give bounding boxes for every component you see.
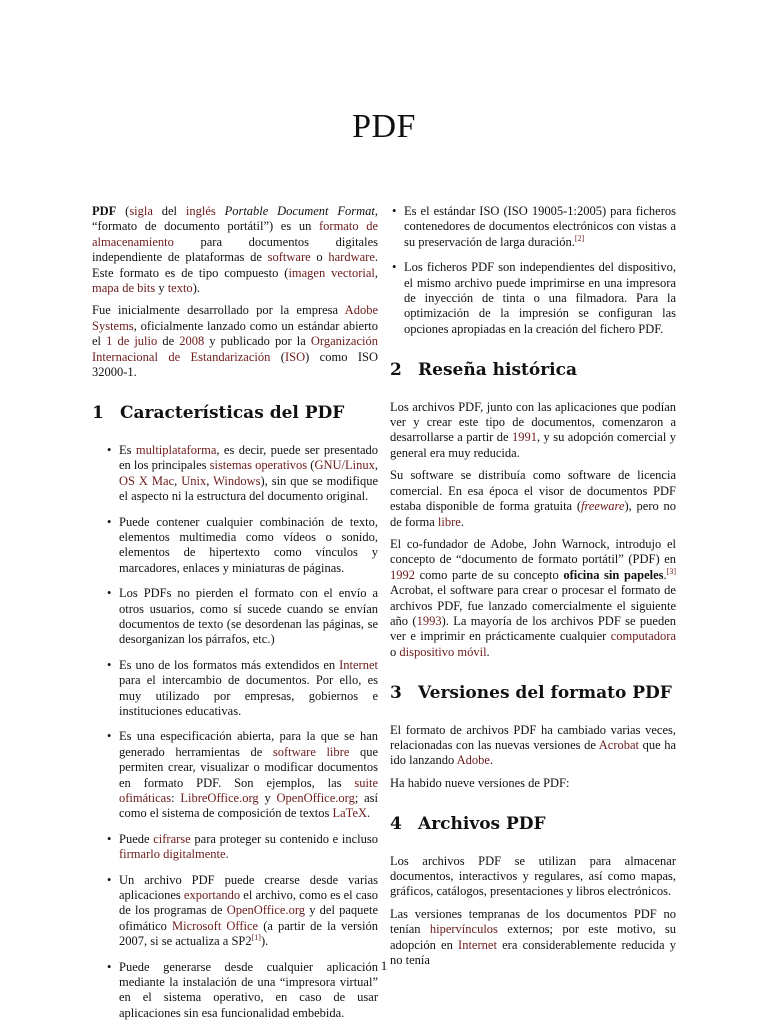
text: y [155,281,168,296]
link-iso[interactable]: ISO [284,349,306,364]
citation-link-1[interactable]: [1] [251,933,261,943]
link-ingles[interactable]: inglés [185,204,216,218]
link-multiplataforma[interactable]: multiplataforma [135,442,217,457]
citation-link-3[interactable]: [3] [666,566,676,576]
bullet-icon: • [107,831,112,846]
list-item [92,586,378,648]
link-firmarlo-digitalmente[interactable]: firmarlo digitalmente [119,847,226,862]
features-list [92,443,378,1021]
text: . [367,806,371,821]
text: ( [116,204,130,218]
link-unix[interactable]: Unix [181,473,207,488]
section-number: 3 [390,683,402,704]
text: Los archivos PDF se utilizan para almacenar documentos, interactivos y regulares, así como mapas, gráficos, catálogos, presentaciones y libros electrónicos. [390,853,676,899]
link-computadora[interactable]: computadora [610,629,676,644]
list-item [92,873,378,950]
text: , es decir, puede ser presentado en los principales [119,442,378,473]
text: , [374,458,379,473]
text: y del paquete ofimático [119,903,378,933]
section-number: 2 [390,360,402,381]
text: Un archivo PDF puede crearse desde varias aplicaciones [119,872,378,903]
text: El co-fundador de Adobe, John Warnock, introdujo el concepto de “documento de formato portátil” (PDF) en [390,536,676,567]
text: , oficialmente lanzado como un estándar abierto el [92,318,378,349]
text: : [171,791,181,805]
section-title: Características del PDF [120,403,345,424]
section-title: Versiones del formato PDF [418,683,672,704]
page-number: 1 [380,958,388,973]
link-dispositivo-movil[interactable]: dispositivo móvil [399,644,487,659]
link-software[interactable]: software [267,250,311,265]
bullet-icon: • [107,657,112,672]
bullet-icon: • [392,260,397,275]
text: de [157,334,180,349]
link-mapa-de-bits[interactable]: mapa de bits [92,281,156,296]
history-paragraph-2 [390,468,676,530]
files-paragraph-1 [390,854,676,900]
list-item [92,443,378,505]
list-item [92,729,378,821]
text: Es uno de los formatos más extendidos en [119,657,340,672]
link-latex[interactable]: LaTeX [332,806,368,821]
list-item [390,204,676,250]
text: Los ficheros PDF son independientes del dispositivo, el mismo archivo puede imprimirse en una impresora de inyección de tinta o una filmadora. Para la optimización de la impresión se configuran las opciones apropiadas en la creación del fichero PDF. [404,260,676,336]
text: ( [270,349,285,364]
text: para proteger su contenido e incluso [190,831,378,846]
link-windows[interactable]: Windows [213,473,261,488]
text: ) como ISO 32000-1. [92,349,378,380]
link-1-de-julio[interactable]: 1 de julio [106,334,158,349]
text: y [258,791,277,805]
text: . [663,567,667,582]
text: o [390,644,400,659]
text: Puede generarse desde cualquier aplicación mediante la instalación de una “impresora virtual” en el sistema operativo, en caso de usar aplicaciones sin esa funcionalidad embebida. [119,959,378,1020]
list-item [92,658,378,720]
link-adobe[interactable]: Adobe [456,753,490,768]
text: para documentos digitales independiente de plataformas de [92,234,378,265]
text: Puede contener cualquier combinación de texto, elementos multimedia como vídeos o sonido, elementos de hipertexto como vínculos y marcadores, enlaces y miniaturas de páginas. [119,514,378,575]
text: Ha habido nueve versiones de PDF: [390,775,570,790]
list-item [92,515,378,577]
link-microsoft-office[interactable]: Microsoft Office [172,918,259,933]
link-sigla[interactable]: sigla [129,204,153,218]
text: . Este formato es de tipo compuesto ( [92,250,378,280]
text: , [174,473,182,488]
text: y publicado por la [204,334,311,349]
link-1992[interactable]: 1992 [390,567,415,582]
link-libreoffice[interactable]: LibreOffice.org [180,791,259,805]
term-pdf: PDF [92,204,117,218]
text: ; así como el sistema de composición de textos [119,791,378,821]
term-portable-document-format: Portable Document Format [224,204,375,218]
history-paragraph-1 [390,400,676,462]
text: ). [192,281,200,296]
bullet-icon: • [107,872,112,887]
bullet-icon: • [107,729,112,744]
link-internet[interactable]: Internet [339,657,378,672]
text: . [489,753,494,768]
link-imagen-vectorial[interactable]: imagen vectorial [288,265,375,280]
link-hardware[interactable]: hardware [328,250,375,265]
text: ), pero no de forma [390,499,676,529]
text: externos; por este motivo, su adopción en [390,922,677,952]
section-number: 4 [390,814,402,835]
text: El formato de archivos PDF ha cambiado varias veces, relacionadas con las nuevas versiones de [390,722,676,752]
page-title: PDF [352,108,416,145]
text: . [486,644,490,659]
link-openoffice[interactable]: OpenOffice.org [276,791,355,805]
bullet-icon: • [107,442,112,457]
link-freeware[interactable]: freeware [581,499,625,514]
text: o [310,250,329,265]
text: Fue inicialmente desarrollado por la empresa [92,303,345,318]
text: , y su adopción comercial y general era muy reducida. [390,430,676,460]
section-title: Reseña histórica [418,360,577,381]
text: como parte de su concepto [415,567,564,582]
link-acrobat[interactable]: Acrobat [598,737,640,752]
text: ), sin que se modifique el aspecto ni la estructura del documento original. [119,473,379,504]
link-os-x-mac[interactable]: OS X Mac [119,473,175,488]
text: . [225,847,229,862]
link-texto[interactable]: texto [167,281,193,296]
list-item [92,832,378,863]
section-heading-caracteristicas [92,403,378,424]
link-organizacion-iso[interactable]: Organización Internacional de Estandarización [92,334,378,364]
left-column [92,204,378,1031]
section-heading-resena [390,360,676,381]
link-2008[interactable]: 2008 [179,334,205,349]
text: Es [119,442,136,457]
text [216,204,225,218]
text: Es una especificación abierta, para la que se han generado herramientas de [119,729,378,759]
text: Los PDFs no pierden el formato con el envío a otros usuarios, como sí sucede cuando se envían documentos de texto (se desordenan las páginas, se desorganizan los párrafos, etc.) [119,586,378,647]
link-openoffice-2[interactable]: OpenOffice.org [226,903,306,918]
intro-paragraph-1 [92,204,378,296]
text: ). La mayoría de los archivos PDF se pueden ver e imprimir en prácticamente cualquier [390,613,676,644]
text: del [152,204,186,218]
section-title: Archivos PDF [418,814,546,835]
link-adobe-systems[interactable]: Adobe Systems [92,303,378,333]
bullet-icon: • [107,514,112,529]
text: . [460,514,464,529]
term-oficina-sin-papeles: oficina sin papeles [563,567,664,582]
text: que ha ido lanzando [390,737,676,768]
history-paragraph-3 [390,537,676,660]
link-internet-2[interactable]: Internet [458,937,497,952]
text: ( [307,458,315,473]
link-formato-almacenamiento[interactable]: formato de almacenamiento [92,219,379,249]
text: Acrobat, el software para crear o procesar el formato de archivos PDF, fue lanzado comercialmente el siguiente año ( [390,583,676,628]
versions-paragraph-2 [390,776,676,791]
link-software-libre[interactable]: software libre [272,744,350,759]
text: Es el estándar ISO (ISO 19005-1:2005) para ficheros contenedores de documentos electrónicos con vistas a su preservación de larga duración. [404,204,676,249]
bullet-icon: • [107,586,112,601]
link-cifrarse[interactable]: cifrarse [153,831,191,846]
link-exportando[interactable]: exportando [183,888,241,903]
bullet-icon: • [107,959,112,974]
text: Su software se distribuía como software de licencia comercial. En esa época el visor de documentos PDF estaba disponible de forma gratuita ( [390,468,676,514]
link-suite-ofimaticas[interactable]: suite ofimáticas [119,775,378,805]
text: era considerablemente reducida y no tenía [390,937,677,968]
right-column [390,204,676,975]
section-heading-versiones [390,683,676,704]
versions-paragraph-1 [390,723,676,769]
text: Los archivos PDF, junto con las aplicaciones que podían ver y crear este tipo de documentos, comenzaron a desarrollarse a partir de [390,399,676,445]
link-sistemas-operativos[interactable]: sistemas operativos [209,458,308,473]
text: Puede [119,831,154,846]
section-heading-archivos [390,814,676,835]
text: el archivo, como es el caso de los programas de [119,888,379,918]
text: para el intercambio de documentos. Por ello, es muy utilizado por empresas, gobiernos e instituciones educativas. [119,673,378,718]
text: Las versiones tempranas de los documentos PDF no tenían [390,906,676,937]
link-hipervinculos[interactable]: hipervínculos [429,922,498,937]
text: , [206,473,214,488]
link-libre[interactable]: libre [437,514,461,529]
features-list-continued [390,204,676,337]
section-number: 1 [92,403,104,424]
link-1991[interactable]: 1991 [512,430,537,445]
text: , “formato de documento portátil”) es un [92,204,378,234]
text: ). [260,934,269,949]
text: que permiten crear, visualizar o modificar documentos en formato PDF. Son ejemplos, las [119,744,378,790]
link-gnu-linux[interactable]: GNU/Linux [314,458,375,473]
bullet-icon: • [392,204,397,218]
text: (a partir de la versión 2007, si se actualiza a SP2 [119,918,378,949]
text: , [374,265,378,280]
link-1993[interactable]: 1993 [416,613,442,628]
intro-paragraph-2 [92,303,378,380]
citation-link-2[interactable]: [2] [574,233,585,243]
list-item [390,260,676,337]
